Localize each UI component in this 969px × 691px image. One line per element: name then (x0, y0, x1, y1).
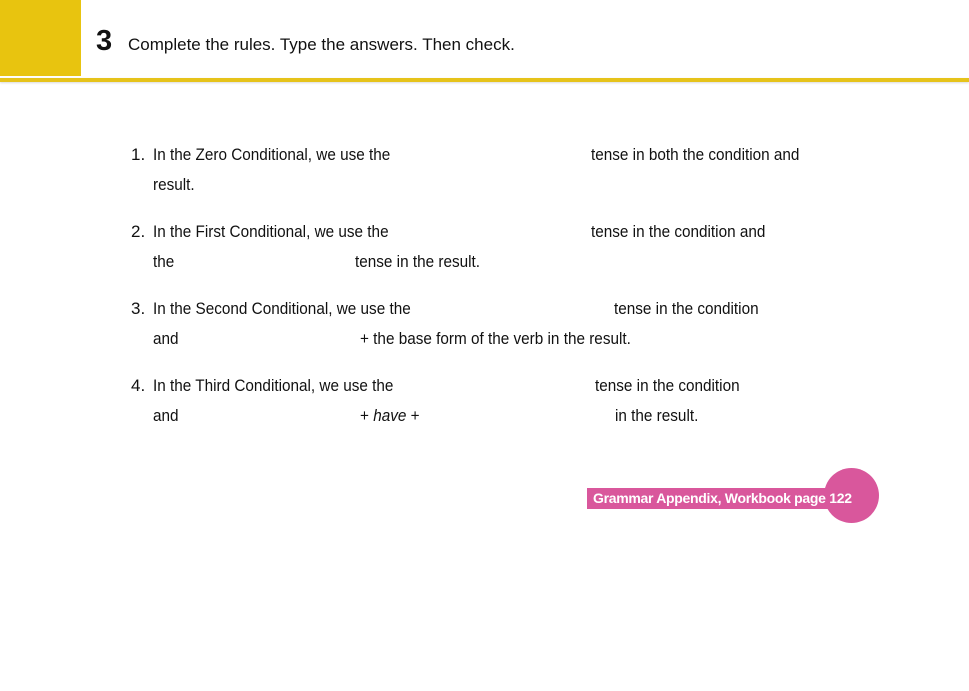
rule-4-text-line2-end: in the result. (615, 406, 699, 425)
rule-3-answer-field-2[interactable] (184, 328, 358, 352)
rule-2-answer-field-1[interactable] (417, 221, 591, 245)
rule-1-answer-field-1[interactable] (417, 144, 591, 168)
rule-1-number: 1. (131, 145, 146, 164)
rule-1-text-line2: result. (153, 175, 195, 194)
grammar-appendix-link[interactable]: Grammar Appendix, Workbook page 122 (593, 490, 852, 506)
task-instruction: Complete the rules. Type the answers. Then check. (128, 35, 515, 54)
rule-4-text-line2-mid (360, 406, 420, 426)
rule-2-text-start: In the First Conditional, we use the (153, 222, 389, 241)
rule-3-text-end: tense in the condition (614, 299, 759, 318)
rule-4-answer-field-1[interactable] (422, 375, 596, 399)
rule-4-text-start: In the Third Conditional, we use the (153, 376, 394, 395)
rule-4-have-connector: + have + (360, 406, 420, 425)
task-number: 3 (96, 25, 113, 57)
rule-4-answer-field-2[interactable] (184, 405, 358, 429)
rule-3-text-start: In the Second Conditional, we use the (153, 299, 411, 318)
rule-1-text-end: tense in both the condition and (591, 145, 800, 164)
rule-3-answer-field-1[interactable] (440, 298, 614, 322)
rule-3-text-line2-end: + the base form of the verb in the result. (360, 329, 631, 348)
rule-2-text-end: tense in the condition and (591, 222, 766, 241)
rule-3-number: 3. (131, 299, 146, 318)
rule-4-answer-field-3[interactable] (440, 405, 614, 429)
header-rule (0, 78, 969, 82)
rule-2-text-line2-end: tense in the result. (355, 252, 481, 271)
header-color-block (0, 0, 81, 76)
rule-2-number: 2. (131, 222, 146, 241)
rule-1-text-start: In the Zero Conditional, we use the (153, 145, 391, 164)
rule-2-answer-field-2[interactable] (182, 251, 354, 275)
rule-4-text-end: tense in the condition (595, 376, 740, 395)
rule-4-text-line2-start: and (153, 406, 179, 425)
rule-3-text-line2-start: and (153, 329, 179, 348)
rule-4-number: 4. (131, 376, 146, 395)
rule-2-text-line2-start: the (153, 252, 175, 271)
